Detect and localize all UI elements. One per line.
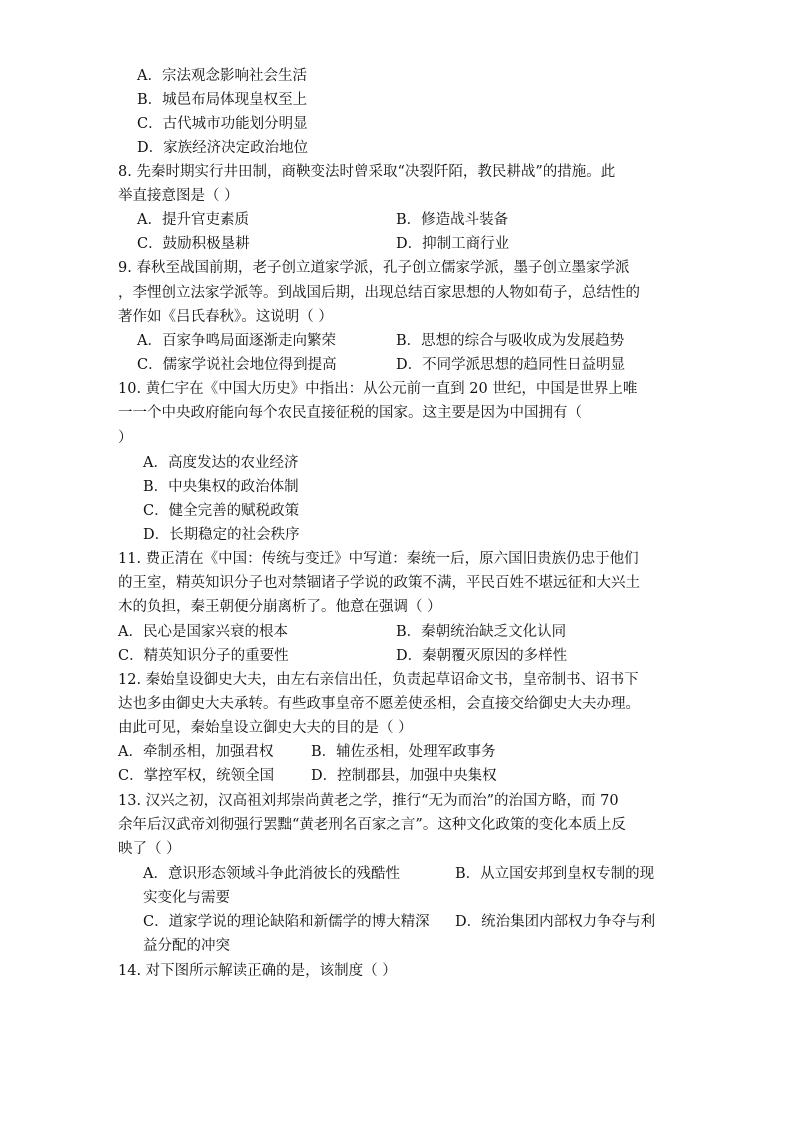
q12-option-a: A．牵制丞相，加强君权 xyxy=(118,744,274,760)
q10-option-c: C．健全完善的赋税政策 xyxy=(143,503,300,519)
q8-stem-line-2: 举直接意图是（ ） xyxy=(118,188,239,204)
q10-stem-line-1: 10. 黄仁宇在《中国大历史》中指出：从公元前一直到 20 世纪，中国是世界上唯 xyxy=(118,381,638,397)
q11-stem-line-2: 的王室，精英知识分子也对禁锢诸子学说的政策不满，平民百姓不堪远征和大兴土 xyxy=(118,575,640,591)
q11-stem-line-1: 11. 费正清在《中国：传统与变迁》中写道：秦统一后，原六国旧贵族仍忠于他们 xyxy=(118,551,639,567)
q12-option-d: D．控制郡县，加强中央集权 xyxy=(311,768,497,784)
q9-stem-line-1: 9. 春秋至战国前期，老子创立道家学派，孔子创立儒家学派，墨子创立墨家学派 xyxy=(118,260,630,276)
q10-stem-line-2: 一一个中央政府能向每个农民直接征税的国家。这主要是因为中国拥有（ xyxy=(118,405,582,421)
q7-option-c: C．古代城市功能划分明显 xyxy=(137,116,308,132)
q8-stem-line-1: 8. 先秦时期实行井田制，商鞅变法时曾采取“决裂阡陌，教民耕战”的措施。此 xyxy=(118,164,616,180)
q10-option-d: D．长期稳定的社会秩序 xyxy=(143,527,300,543)
q12-option-b: B．辅佐丞相，处理军政事务 xyxy=(311,744,496,760)
q13-option-b-line-1: B．从立国安邦到皇权专制的现 xyxy=(455,866,655,882)
q11-option-c: C．精英知识分子的重要性 xyxy=(118,648,289,664)
q12-stem-line-1: 12. 秦始皇设御史大夫，由左右亲信出任，负责起草诏命文书，皇帝制书、诏书下 xyxy=(118,672,639,688)
q12-option-c: C．掌控军权，统领全国 xyxy=(118,768,275,784)
q8-option-d: D．抑制工商行业 xyxy=(396,236,510,252)
q12-stem-line-2: 达也多由御史大夫承转。有些政事皇帝不愿差使丞相，会直接交给御史大夫办理。 xyxy=(118,696,640,712)
q7-option-d: D．家族经济决定政治地位 xyxy=(137,140,309,156)
q11-stem-line-3: 木的负担，秦王朝便分崩离析了。他意在强调（ ） xyxy=(118,599,442,615)
q8-option-c: C．鼓励积极垦耕 xyxy=(137,236,250,252)
q8-option-b: B．修造战斗装备 xyxy=(396,212,509,228)
q14-stem-line-1: 14. 对下图所示解读正确的是，该制度（ ） xyxy=(118,963,397,979)
q13-option-d-line-2: 益分配的冲突 xyxy=(143,938,230,954)
q7-option-b: B．城邑布局体现皇权至上 xyxy=(137,92,308,108)
q8-option-a: A．提升官吏素质 xyxy=(137,212,249,228)
q13-stem-line-3: 映了（ ） xyxy=(118,841,181,857)
q7-option-a: A．宗法观念影响社会生活 xyxy=(137,68,307,84)
q13-option-a: A．意识形态领域斗争此消彼长的残酷性 xyxy=(143,866,400,882)
q10-stem-line-3: ） xyxy=(118,430,133,446)
q12-stem-line-3: 由此可见，秦始皇设立御史大夫的目的是（ ） xyxy=(118,720,413,736)
q9-stem-line-2: ，李悝创立法家学派等。到战国后期，出现总结百家思想的人物如荀子，总结性的 xyxy=(118,285,640,301)
q9-option-a: A．百家争鸣局面逐渐走向繁荣 xyxy=(137,333,336,349)
q9-stem-line-3: 著作如《吕氏春秋》。这说明（ ） xyxy=(118,309,333,325)
q13-stem-line-2: 余年后汉武帝刘彻强行罢黜“黄老刑名百家之言”。这种文化政策的变化本质上反 xyxy=(118,817,626,833)
q10-option-a: A．高度发达的农业经济 xyxy=(143,455,299,471)
q9-option-b: B．思想的综合与吸收成为发展趋势 xyxy=(396,333,625,349)
q9-option-c: C．儒家学说社会地位得到提高 xyxy=(137,357,337,373)
q13-stem-line-1: 13. 汉兴之初，汉高祖刘邦崇尚黄老之学，推行“无为而治”的治国方略，而 70 xyxy=(118,793,619,809)
q13-option-d-line-1: D．统治集团内部权力争夺与利 xyxy=(455,914,656,930)
q13-option-b-line-2: 实变化与需要 xyxy=(143,890,230,906)
q11-option-b: B．秦朝统治缺乏文化认同 xyxy=(396,624,567,640)
q10-option-b: B．中央集权的政治体制 xyxy=(143,479,299,495)
q11-option-d: D．秦朝覆灭原因的多样性 xyxy=(396,648,568,664)
q9-option-d: D．不同学派思想的趋同性日益明显 xyxy=(396,357,626,373)
q11-option-a: A．民心是国家兴衰的根本 xyxy=(118,624,288,640)
q13-option-c: C．道家学说的理论缺陷和新儒学的博大精深 xyxy=(143,914,430,930)
